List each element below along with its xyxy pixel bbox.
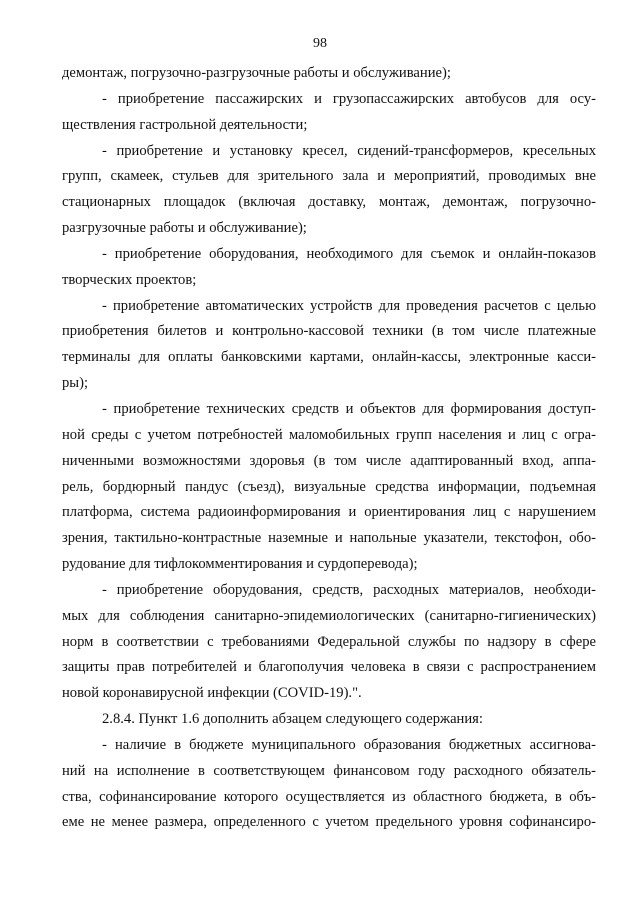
text-line: - приобретение и установку кресел, сидений-трансформеров, кресельных xyxy=(102,142,596,159)
text-line: защиты прав потребителей и благополучия человека в связи с распространением xyxy=(62,659,596,676)
text-line: еме не менее размера, определенного с учетом предельного уровня софинансиро- xyxy=(62,814,596,831)
text-line: стационарных площадок (включая доставку, монтаж, демонтаж, погрузочно- xyxy=(62,194,596,211)
text-line: ниченными возможностями здоровья (в том числе адаптированный вход, аппа- xyxy=(62,452,596,469)
page-number: 98 xyxy=(313,36,327,51)
text-line: групп, скамеек, стульев для зрительного зала и мероприятий, проводимых вне xyxy=(62,168,596,185)
text-line: - приобретение технических средств и объектов для формирования доступ- xyxy=(102,400,596,417)
text-line: терминалы для оплаты банковскими картами, онлайн-кассы, электронные касси- xyxy=(62,349,596,366)
text-line: ства, софинансирование которого осуществляется из областного бюджета, в объ- xyxy=(62,788,596,805)
text-line: новой коронавирусной инфекции (COVID-19).". xyxy=(62,685,362,702)
text-line: 2.8.4. Пункт 1.6 дополнить абзацем следующего содержания: xyxy=(102,711,483,728)
text-line: разгрузочные работы и обслуживание); xyxy=(62,220,307,237)
text-line: приобретения билетов и контрольно-кассовой техники (в том числе платежные xyxy=(62,323,596,340)
text-line: - приобретение оборудования, средств, расходных материалов, необходи- xyxy=(102,581,596,598)
text-line: творческих проектов; xyxy=(62,271,197,288)
text-line: ной среды с учетом потребностей маломобильных групп населения и лиц с огра- xyxy=(62,426,596,443)
text-line: ществления гастрольной деятельности; xyxy=(62,116,308,133)
text-line: платформа, система радиоинформирования и ориентирования лиц с нарушением xyxy=(62,504,596,521)
text-line: - наличие в бюджете муниципального образования бюджетных ассигнова- xyxy=(102,736,596,753)
text-line: демонтаж, погрузочно-разгрузочные работы и обслуживание); xyxy=(62,65,451,81)
body-text xyxy=(62,61,596,836)
text-line: норм в соответствии с требованиями Федеральной службы по надзору в сфере xyxy=(62,633,596,650)
text-line: зрения, тактильно-контрастные наземные и напольные указатели, текстофон, обо- xyxy=(62,530,596,547)
text-line: ры); xyxy=(62,375,89,392)
text-line: - приобретение оборудования, необходимого для съемок и онлайн-показов xyxy=(102,245,596,262)
text-line: ний на исполнение в соответствующем финансовом году расходного обязатель- xyxy=(62,762,596,779)
text-line: рудование для тифлокомментирования и сурдоперевода); xyxy=(62,556,418,573)
text-line: - приобретение пассажирских и грузопассажирских автобусов для осу- xyxy=(102,90,596,107)
text-line: мых для соблюдения санитарно-эпидемиологических (санитарно-гигиенических) xyxy=(62,607,596,624)
text-line: - приобретение автоматических устройств для проведения расчетов с целью xyxy=(102,297,596,314)
text-line: рель, бордюрный пандус (съезд), визуальные средства информации, подъемная xyxy=(62,478,596,495)
